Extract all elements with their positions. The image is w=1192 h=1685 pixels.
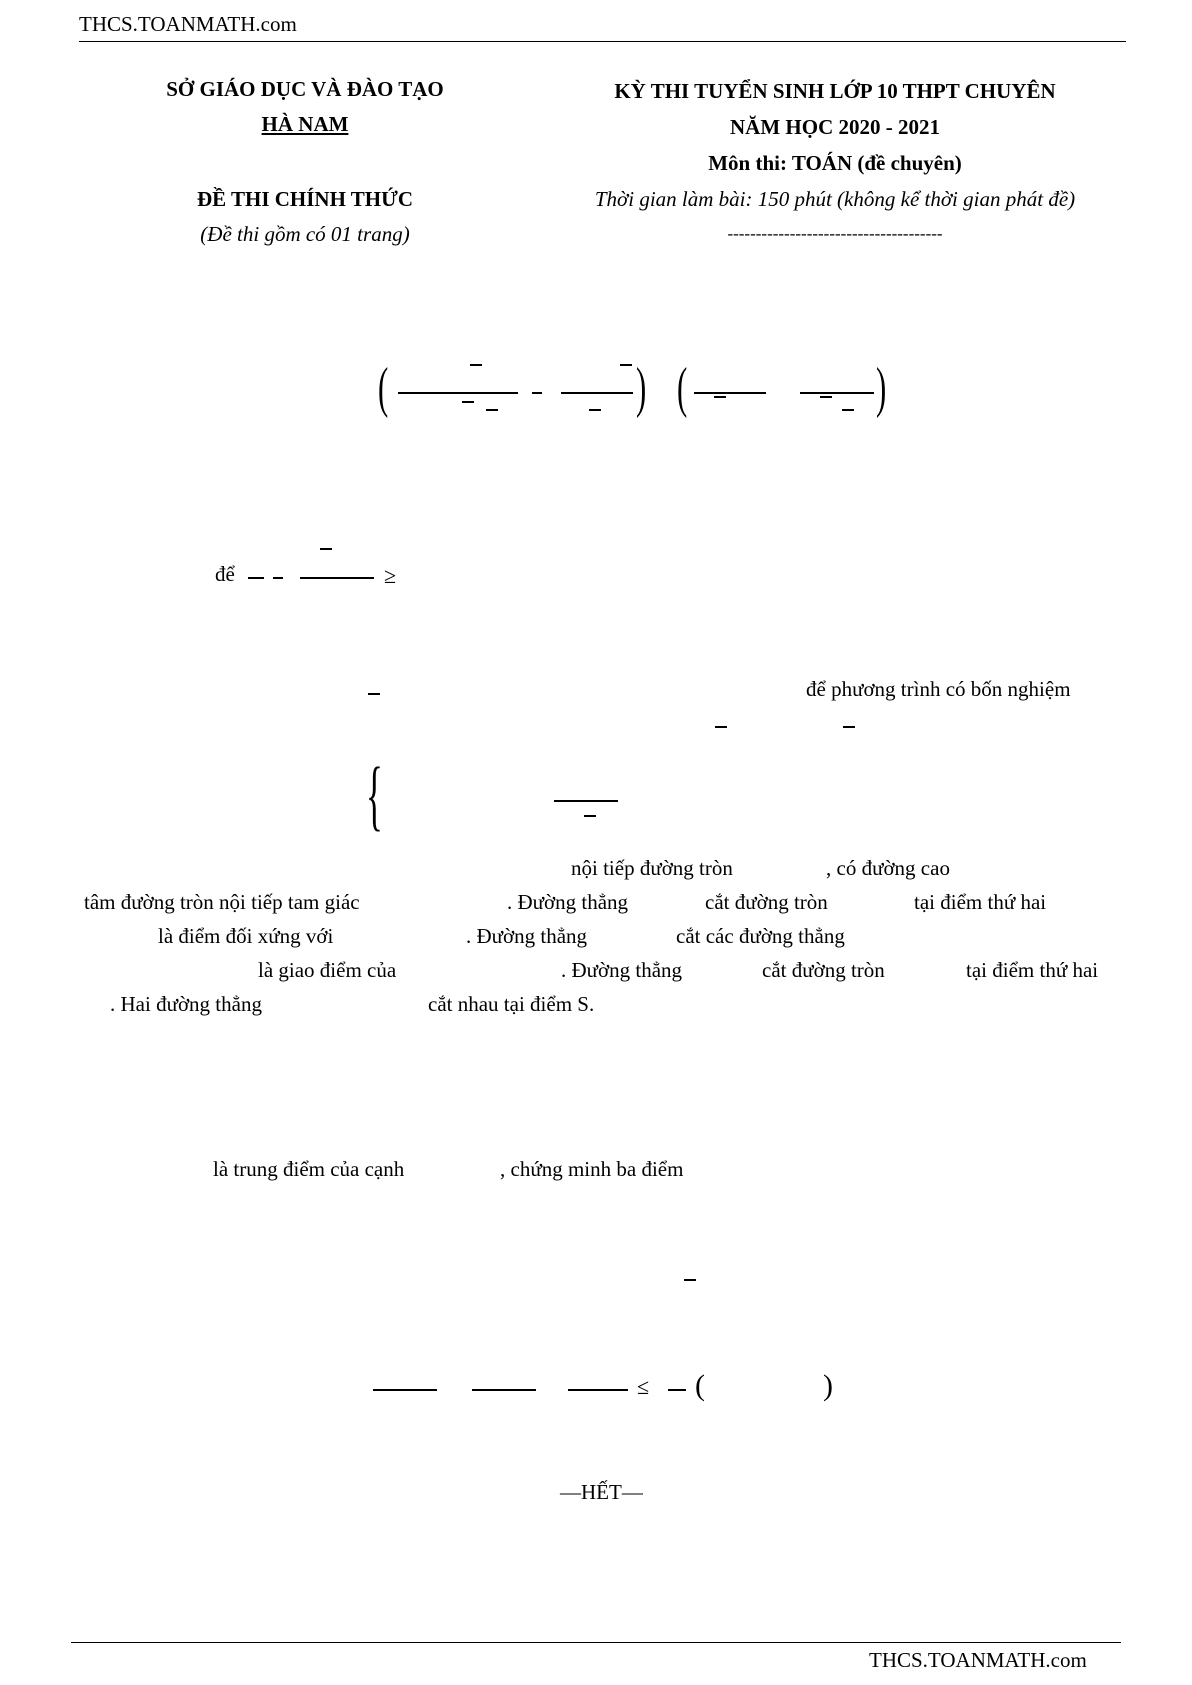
fraction-bar	[800, 392, 874, 394]
official-label: ĐỀ THI CHÍNH THỨC	[196, 187, 414, 211]
overline-mark	[843, 726, 855, 728]
fraction-bar	[398, 392, 518, 394]
paren-open-3: (	[695, 1369, 705, 1402]
pages-note: (Đề thi gồm có 01 trang)	[200, 222, 410, 246]
fraction-bar	[668, 1389, 686, 1391]
paren-close-3: )	[823, 1369, 833, 1402]
de-label: để	[215, 562, 235, 586]
exam-year: NĂM HỌC 2020 - 2021	[730, 115, 940, 139]
overline-mark	[684, 1279, 696, 1281]
q4-text-j: là giao điểm của	[258, 958, 397, 982]
paren-close-2: )	[876, 357, 887, 419]
q4-text-l: cắt đường tròn	[762, 958, 885, 982]
footer-site: THCS.TOANMATH.com	[869, 1648, 1087, 1672]
overline-mark	[368, 693, 380, 695]
fraction-bar	[300, 577, 374, 579]
q4-text-k: . Đường thẳng	[561, 958, 683, 982]
geq-symbol: ≥	[384, 563, 397, 588]
q4-text-c: tâm đường tròn nội tiếp tam giác	[84, 890, 360, 914]
exam-subject: Môn thi: TOÁN (đề chuyên)	[708, 151, 962, 175]
paren-close-1: )	[636, 357, 647, 419]
fraction-bar	[568, 1389, 628, 1391]
q4-text-o: cắt nhau tại điểm S.	[428, 992, 595, 1016]
short-fraction	[248, 577, 264, 579]
fraction-bar	[373, 1389, 437, 1391]
overline-mark	[714, 396, 726, 398]
province-name: HÀ NAM	[261, 112, 349, 136]
footer-rule	[71, 1642, 1121, 1643]
header-divider: --------------------------------------	[727, 224, 943, 243]
q4-text-b: , có đường cao	[826, 856, 950, 880]
paren-open-1: (	[378, 357, 389, 419]
system-brace: {	[366, 751, 383, 838]
leq-symbol: ≤	[637, 1374, 650, 1399]
q2b-text: để phương trình có bốn nghiệm	[806, 677, 1071, 701]
paren-open-2: (	[677, 357, 688, 419]
exam-title: KỲ THI TUYỂN SINH LỚP 10 THPT CHUYÊN	[614, 79, 1056, 103]
overline-mark	[320, 548, 332, 550]
q4-text-n: . Hai đường thẳng	[110, 992, 262, 1016]
q4-text-e: cắt đường tròn	[705, 890, 828, 914]
overline-mark	[820, 396, 832, 398]
dept-name: SỞ GIÁO DỤC VÀ ĐÀO TẠO	[166, 77, 444, 101]
overline-mark	[589, 409, 601, 411]
q4-text-h: . Đường thẳng	[466, 924, 588, 948]
q4-text-a: nội tiếp đường tròn	[571, 856, 733, 880]
exam-time: Thời gian làm bài: 150 phút (không kể thời gian phát đề)	[594, 187, 1076, 211]
q4c-text-b: , chứng minh ba điểm	[500, 1157, 684, 1181]
overline-mark	[620, 364, 632, 366]
q4-text-i: cắt các đường thẳng	[676, 924, 845, 948]
header-site: THCS.TOANMATH.com	[79, 12, 297, 36]
q4-text-g: là điểm đối xứng với	[158, 924, 334, 948]
overline-mark	[532, 392, 542, 394]
overline-mark	[462, 401, 474, 403]
header-rule	[79, 41, 1126, 42]
minus-mark	[273, 577, 283, 579]
overline-mark	[584, 815, 596, 817]
overline-mark	[470, 364, 482, 366]
fraction-bar	[561, 392, 633, 394]
fraction-bar	[554, 800, 618, 802]
overline-mark	[842, 409, 854, 411]
overline-mark	[486, 409, 498, 411]
overline-mark	[715, 726, 727, 728]
q4c-text-a: là trung điểm của cạnh	[213, 1157, 405, 1181]
fraction-bar	[472, 1389, 536, 1391]
q4-text-m: tại điểm thứ hai	[966, 958, 1099, 982]
q4-text-d: . Đường thẳng	[507, 890, 629, 914]
q4-text-f: tại điểm thứ hai	[914, 890, 1047, 914]
fraction-bar	[694, 392, 766, 394]
end-marker: —HẾT—	[560, 1480, 643, 1504]
